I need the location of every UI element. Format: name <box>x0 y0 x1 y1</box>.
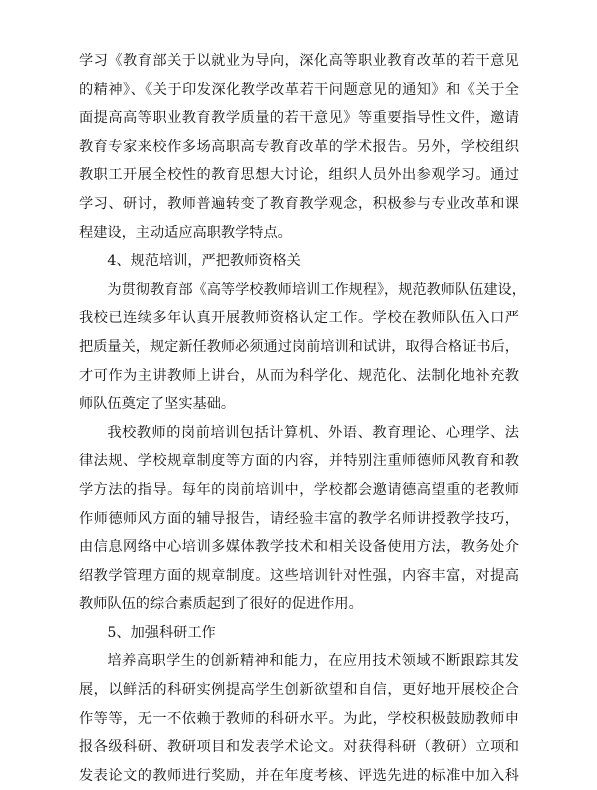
text-line: 展，以鲜活的科研实例提高学生创新欲望和自信，更好地开展校企合 <box>79 682 519 699</box>
text-line: 4、规范培训，严把教师资格关 <box>107 253 301 270</box>
text-line: 为贯彻教育部《高等学校教师培训工作规程》，规范教师队伍建设， <box>107 281 526 298</box>
document-body <box>79 47 526 790</box>
text-line: 作等等，无一不依赖于教师的科研水平。为此，学校积极鼓励教师申 <box>79 710 519 727</box>
text-line: 我校教师的岗前培训包括计算机、外语、教育理论、心理学、法 <box>107 424 519 441</box>
text-line: 教职工开展全校性的教育思想大讨论，组织人员外出参观学习。通过 <box>79 167 519 184</box>
text-line: 报各级科研、教研项目和发表学术论文。对获得科研（教研）立项和 <box>79 739 519 756</box>
text-line: 学习《教育部关于以就业为导向，深化高等职业教育改革的若干意见 <box>79 53 519 69</box>
text-line: 面提高高等职业教育教学质量的若干意见》等重要指导性文件，邀请 <box>79 110 519 127</box>
text-line: 学习、研讨，教师普遍转变了教育教学观念，积极参与专业改革和课 <box>79 195 519 212</box>
text-line: 学方法的指导。每年的岗前培训中，学校都会邀请德高望重的老教师 <box>79 481 519 498</box>
text-line: 作师德师风方面的辅导报告，请经验丰富的教学名师讲授教学技巧， <box>79 510 519 527</box>
text-line: 发表论文的教师进行奖励，并在年度考核、评选先进的标准中加入科 <box>79 767 519 784</box>
text-line: 绍教学管理方面的规章制度。这些培训针对性强，内容丰富，对提高 <box>79 567 519 584</box>
text-line: 律法规、学校规章制度等方面的内容，并特别注重师德师风教育和教 <box>79 453 519 470</box>
text-line: 师队伍奠定了坚实基础。 <box>79 396 236 413</box>
text-line: 我校已连续多年认真开展教师资格认定工作。学校在教师队伍入口严 <box>79 310 519 327</box>
text-line: 才可作为主讲教师上讲台，从而为科学化、规范化、法制化地补充教 <box>79 367 519 384</box>
text-line: 教师队伍的综合素质起到了很好的促进作用。 <box>79 596 363 613</box>
text-line: 培养高职学生的创新精神和能力，在应用技术领域不断跟踪其发 <box>107 653 519 670</box>
text-line: 由信息网络中心培训多媒体教学技术和相关设备使用方法，教务处介 <box>79 539 519 556</box>
text-line: 把质量关，规定新任教师必须通过岗前培训和试讲，取得合格证书后， <box>79 338 519 355</box>
text-line: 程建设，主动适应高职教学特点。 <box>79 224 292 241</box>
text-line: 5、加强科研工作 <box>107 624 216 641</box>
text-line: 的精神》、《关于印发深化教学改革若干问题意见的通知》和《关于全 <box>79 81 519 98</box>
text-line: 教育专家来校作多场高职高专教育改革的学术报告。另外，学校组织 <box>79 138 519 155</box>
